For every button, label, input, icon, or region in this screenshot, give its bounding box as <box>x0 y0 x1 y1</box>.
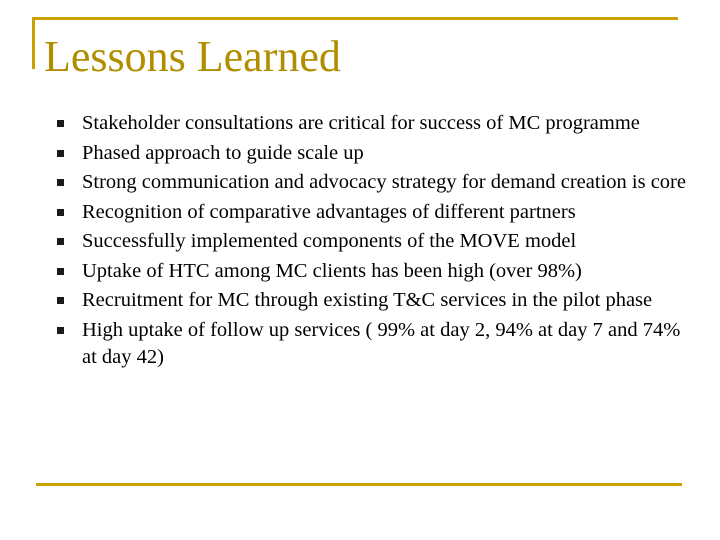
square-bullet-icon <box>57 150 64 157</box>
bottom-rule <box>36 483 682 486</box>
square-bullet-icon <box>57 209 64 216</box>
bullet-item <box>56 317 686 371</box>
bullet-text: Strong communication and advocacy strategy for demand creation is core <box>82 171 686 193</box>
square-bullet-icon <box>57 268 64 275</box>
bullet-text: Recruitment for MC through existing T&C services in the pilot phase <box>82 289 653 311</box>
bullet-item <box>56 199 686 226</box>
square-bullet-icon <box>57 179 64 186</box>
square-bullet-icon <box>57 120 64 127</box>
square-bullet-icon <box>57 297 64 304</box>
title-frame-top-rule <box>32 17 678 20</box>
square-bullet-icon <box>57 238 64 245</box>
bullet-text: Stakeholder consultations are critical for success of MC programme <box>82 112 640 134</box>
bullet-text: Uptake of HTC among MC clients has been high (over 98%) <box>82 259 582 282</box>
bullet-list <box>56 110 686 373</box>
bullet-text: High uptake of follow up services ( 99% at day 2, 94% at day 7 and 74% at day 42) <box>82 318 681 368</box>
bullet-text: Phased approach to guide scale up <box>82 141 364 164</box>
bullet-item <box>56 228 686 255</box>
bullet-item <box>56 110 686 137</box>
title-frame-left-rule <box>32 17 35 69</box>
bullet-text: Successfully implemented components of the MOVE model <box>82 230 577 252</box>
slide-title: Lessons Learned <box>44 32 341 81</box>
bullet-item <box>56 258 686 285</box>
bullet-item <box>56 140 686 167</box>
bullet-item <box>56 169 686 196</box>
bullet-text: Recognition of comparative advantages of different partners <box>82 200 576 223</box>
square-bullet-icon <box>57 327 64 334</box>
bullet-item <box>56 287 686 314</box>
